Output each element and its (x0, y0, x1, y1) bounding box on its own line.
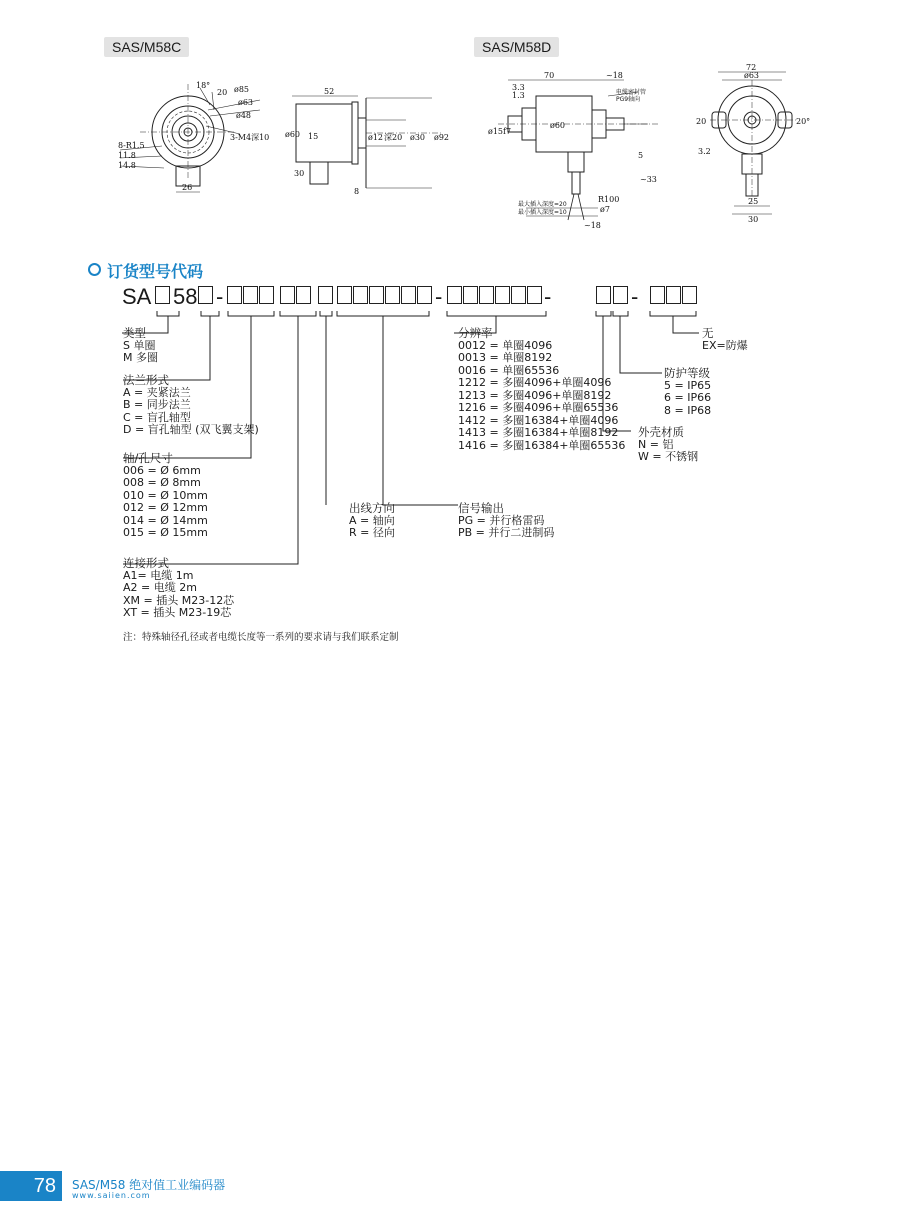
option-item: PG = 并行格雷码 (458, 513, 545, 527)
dim-148: 14.8 (118, 161, 136, 170)
dim-26: 26 (182, 183, 193, 192)
option-item: 010 = Ø 10mm (123, 488, 208, 502)
dim-d63: ø63 (238, 98, 253, 107)
option-item: 012 = Ø 12mm (123, 501, 208, 514)
option-item: 1216 = 多圈4096+单圈65536 (458, 401, 619, 414)
note-max-insert: 最大插入深度=20 (518, 201, 567, 208)
option-item: A2 = 电缆 2m (123, 581, 197, 594)
dim-20deg: 20° (796, 117, 811, 126)
code-dash-2: - (435, 284, 443, 309)
dim-70: 70 (544, 71, 555, 80)
footer-title: SAS/M58 绝对值工业编码器 (72, 1178, 226, 1192)
dim-18deg: 18° (196, 81, 211, 90)
group-resolution-head: 分辨率 (458, 326, 493, 340)
dim-d60: ø60 (550, 121, 565, 130)
option-item: 1413 = 多圈16384+单圈8192 (458, 426, 619, 439)
code-dash-4: - (631, 284, 639, 309)
dim-30: 30 (294, 169, 305, 178)
option-item: 8 = IP68 (664, 403, 712, 417)
ordering-title-text: 订货型号代码 (107, 262, 204, 281)
option-item: 0016 = 单圈65536 (458, 363, 560, 377)
option-item: 1213 = 多圈4096+单圈8192 (458, 388, 612, 402)
option-item: 1212 = 多圈4096+单圈4096 (458, 376, 612, 389)
option-item: 1412 = 多圈16384+单圈4096 (458, 413, 619, 427)
group-outlet-head: 出线方向 (349, 501, 395, 515)
option-item: 008 = Ø 8mm (123, 476, 201, 489)
option-item: A = 轴向 (349, 513, 395, 527)
group-signal-head: 信号输出 (458, 501, 504, 515)
group-shaft-head: 轴/孔尺寸 (123, 451, 173, 465)
option-item: W = 不锈钢 (638, 450, 699, 463)
dim-52: 52 (324, 87, 335, 96)
code-num-58: 58 (173, 284, 198, 309)
dim-approx18-bottom: ~18 (584, 221, 601, 230)
option-item: 0013 = 单圈8192 (458, 351, 553, 364)
option-item: N = 铝 (638, 437, 674, 451)
group-connection (123, 557, 234, 620)
dim-1-3: 1.3 (512, 91, 525, 100)
group-signal (458, 502, 554, 540)
dim-depth20: 深20 (384, 133, 403, 142)
group-resolution (458, 327, 625, 452)
option-item: EX=防爆 (702, 338, 748, 352)
dim-8-r15: 8-R1.5 (118, 141, 145, 150)
dim-20: 20 (696, 117, 707, 126)
dim-15: 15 (308, 132, 319, 141)
group-outlet (349, 502, 395, 540)
dim-approx33: ~33 (640, 175, 657, 184)
dim-30: 30 (748, 215, 759, 222)
code-dash-1: - (216, 284, 224, 309)
option-item: C = 盲孔轴型 (123, 410, 191, 424)
option-item: S 单圈 (123, 338, 156, 352)
code-dash-3: - (544, 284, 552, 309)
note-pg9-axial: PG9轴向 (616, 96, 641, 103)
dim-d7: ø7 (600, 205, 610, 214)
dim-d12: ø12 (368, 133, 383, 142)
dim-d48: ø48 (236, 111, 251, 120)
dim-d60: ø60 (285, 130, 300, 139)
code-prefix-sa: SA (122, 284, 152, 309)
option-item: A1= 电缆 1m (123, 568, 194, 582)
option-item: XT = 插头 M23-19芯 (123, 606, 232, 619)
dim-72: 72 (746, 63, 757, 72)
option-item: D = 盲孔轴型 (双飞翼支架) (123, 423, 259, 436)
option-item: M 多圈 (123, 351, 158, 364)
dim-20: 20 (217, 88, 228, 97)
group-type (123, 327, 158, 365)
option-item: 014 = Ø 14mm (123, 513, 208, 527)
option-item: A = 夹紧法兰 (123, 385, 191, 399)
option-item: 0012 = 单圈4096 (458, 338, 553, 352)
footer-url[interactable]: www.saiien.com (72, 1191, 151, 1200)
group-protection-head: 防护等级 (664, 366, 710, 380)
page-number: 78 (0, 1171, 62, 1201)
dim-8: 8 (354, 187, 360, 196)
dim-118: 11.8 (118, 151, 136, 160)
group-shaft (123, 452, 208, 540)
group-connection-head: 连接形式 (123, 556, 169, 570)
group-type-head: 类型 (123, 326, 146, 340)
group-explosion (702, 327, 748, 352)
option-item: 6 = IP66 (664, 391, 712, 404)
option-item: B = 同步法兰 (123, 398, 191, 411)
option-item: 006 = Ø 6mm (123, 463, 201, 477)
option-item: PB = 并行二进制码 (458, 526, 555, 539)
option-item: XM = 插头 M23-12芯 (123, 593, 235, 607)
dim-3-m4: 3-M4深10 (230, 133, 270, 142)
dim-25: 25 (748, 197, 759, 206)
option-item: 5 = IP65 (664, 378, 712, 392)
group-flange (123, 374, 259, 437)
model-tag-m58c: SAS/M58C (104, 37, 189, 57)
dim-3-3: 3.3 (512, 83, 525, 92)
group-housing-head: 外壳材质 (638, 425, 684, 439)
group-protection (664, 367, 711, 417)
option-item: 1416 = 多圈16384+单圈65536 (458, 438, 626, 452)
group-housing (638, 426, 698, 464)
dim-5: 5 (638, 151, 644, 160)
dim-r100: R100 (598, 195, 620, 204)
dim-d63: ø63 (744, 71, 759, 80)
group-flange-head: 法兰形式 (123, 373, 169, 387)
note-cable-gland: 电缆密封管 (616, 89, 647, 96)
dim-d15f7: ø15f7 (488, 127, 512, 136)
model-tag-m58d: SAS/M58D (474, 37, 559, 57)
group-explosion-head: 无 (702, 326, 714, 340)
dim-3-2: 3.2 (698, 147, 711, 156)
dim-d92: ø92 (434, 133, 449, 142)
ordering-note: 注：特殊轴径孔径或者电缆长度等一系列的要求请与我们联系定制 (123, 632, 399, 643)
option-item: R = 径向 (349, 526, 395, 539)
dim-approx18-top: ~18 (606, 71, 623, 80)
dim-d85: ø85 (234, 85, 249, 94)
dim-d30: ø30 (410, 133, 425, 142)
note-min-insert: 最小插入深度=10 (518, 209, 567, 216)
option-item: 015 = Ø 15mm (123, 526, 208, 539)
